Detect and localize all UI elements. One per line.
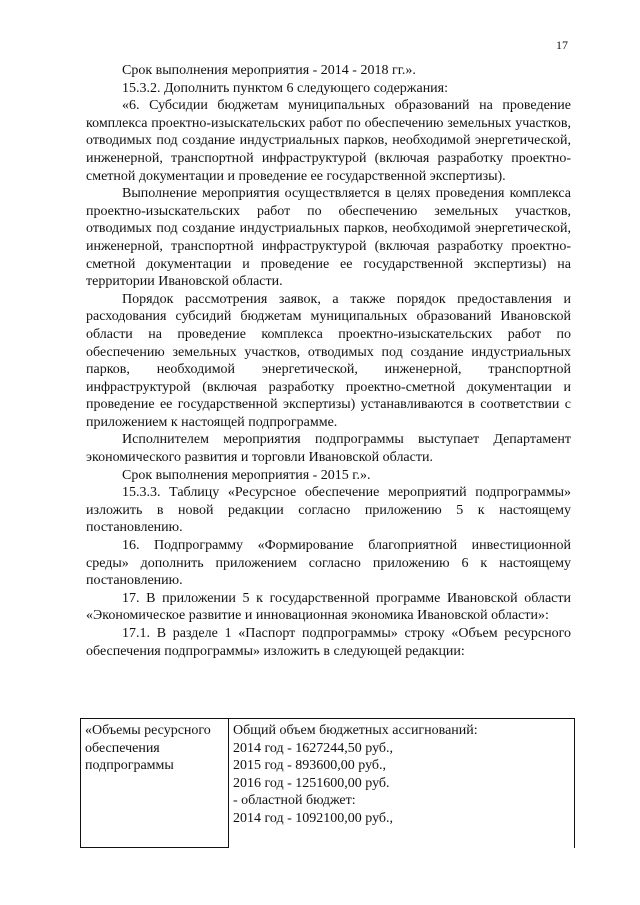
table-label-line: обеспечения [85, 740, 160, 756]
paragraph-17: 17. В приложении 5 к государственной программе Ивановской области «Экономическое развитие и инновационная экономика Ивановской области»: [86, 590, 571, 624]
paragraph-item-6: «6. Субсидии бюджетам муниципальных образований на проведение комплекса проектно-изыскательских работ по обеспечению земельных участков, отводимых под создание индустриальных парков, необходимой энергетической, инженерной, транспортной инфраструктурой (включая разработку проектно-сметной документации и проведение ее государственной экспертизы). [86, 98, 571, 184]
table-value-line: 2014 год - 1092100,00 руб., [233, 810, 394, 826]
paragraph-15-3-2: 15.3.2. Дополнить пунктом 6 следующего содержания: [122, 80, 449, 96]
paragraph-17-1: 17.1. В разделе 1 «Паспорт подпрограммы» строку «Объем ресурсного обеспечения подпрограммы» изложить в следующей редакции: [86, 626, 571, 659]
table-cell-values [229, 719, 575, 848]
paragraph-deadline-2014-2018: Срок выполнения мероприятия - 2014 - 2018 гг.». [122, 63, 416, 78]
table-row [81, 719, 575, 848]
paragraph-16: 16. Подпрограмму «Формирование благоприятной инвестиционной среды» дополнить приложением согласно приложению 6 к настоящему постановлению. [86, 538, 571, 589]
resource-table [80, 718, 575, 848]
table-value-line: 2015 год - 893600,00 руб., [233, 758, 387, 774]
paragraph-procedure: Порядок рассмотрения заявок, а также порядок предоставления и расходования субсидий бюджетам муниципальных образований Ивановской области на проведение комплекса проектно-изыскательских работ по обеспечению земельных участков, отводимых под создание индустриальных парков, необходимой энергетической, инженерной, транспортной инфраструктурой (включая разработку проектно-сметной документации и проведение ее государственной экспертизы) устанавливаются в соответствии с приложением к настоящей подпрограмме. [86, 291, 571, 430]
table-value-line: 2016 год - 1251600,00 руб. [233, 775, 390, 791]
paragraph-execution: Выполнение мероприятия осуществляется в целях проведения комплекса проектно-изыскательских работ по обеспечению земельных участков, отводимых под создание индустриальных парков, необходимой энергетической, инженерной, транспортной инфраструктурой (включая разработку проектно-сметной документации и проведение ее государственной экспертизы) на территории Ивановской области. [86, 186, 571, 290]
paragraph-executor: Исполнителем мероприятия подпрограммы выступает Департамент экономического развития и торговли Ивановской области. [86, 432, 571, 466]
table-cell-label [81, 719, 229, 848]
document-body [86, 62, 571, 660]
page-number: 17 [556, 38, 568, 52]
paragraph-deadline-2015: Срок выполнения мероприятия - 2015 г.». [122, 467, 371, 483]
table-label-line: «Объемы ресурсного [85, 723, 211, 738]
table-label-line: подпрограммы [85, 758, 174, 774]
table-value-line: 2014 год - 1627244,50 руб., [233, 740, 394, 756]
paragraph-15-3-3: 15.3.3. Таблицу «Ресурсное обеспечение мероприятий подпрограммы» изложить в новой редакции согласно приложению 5 к настоящему постановлению. [86, 485, 571, 536]
table-value-line: Общий объем бюджетных ассигнований: [233, 723, 478, 738]
table-value-line: - областной бюджет: [233, 793, 356, 809]
